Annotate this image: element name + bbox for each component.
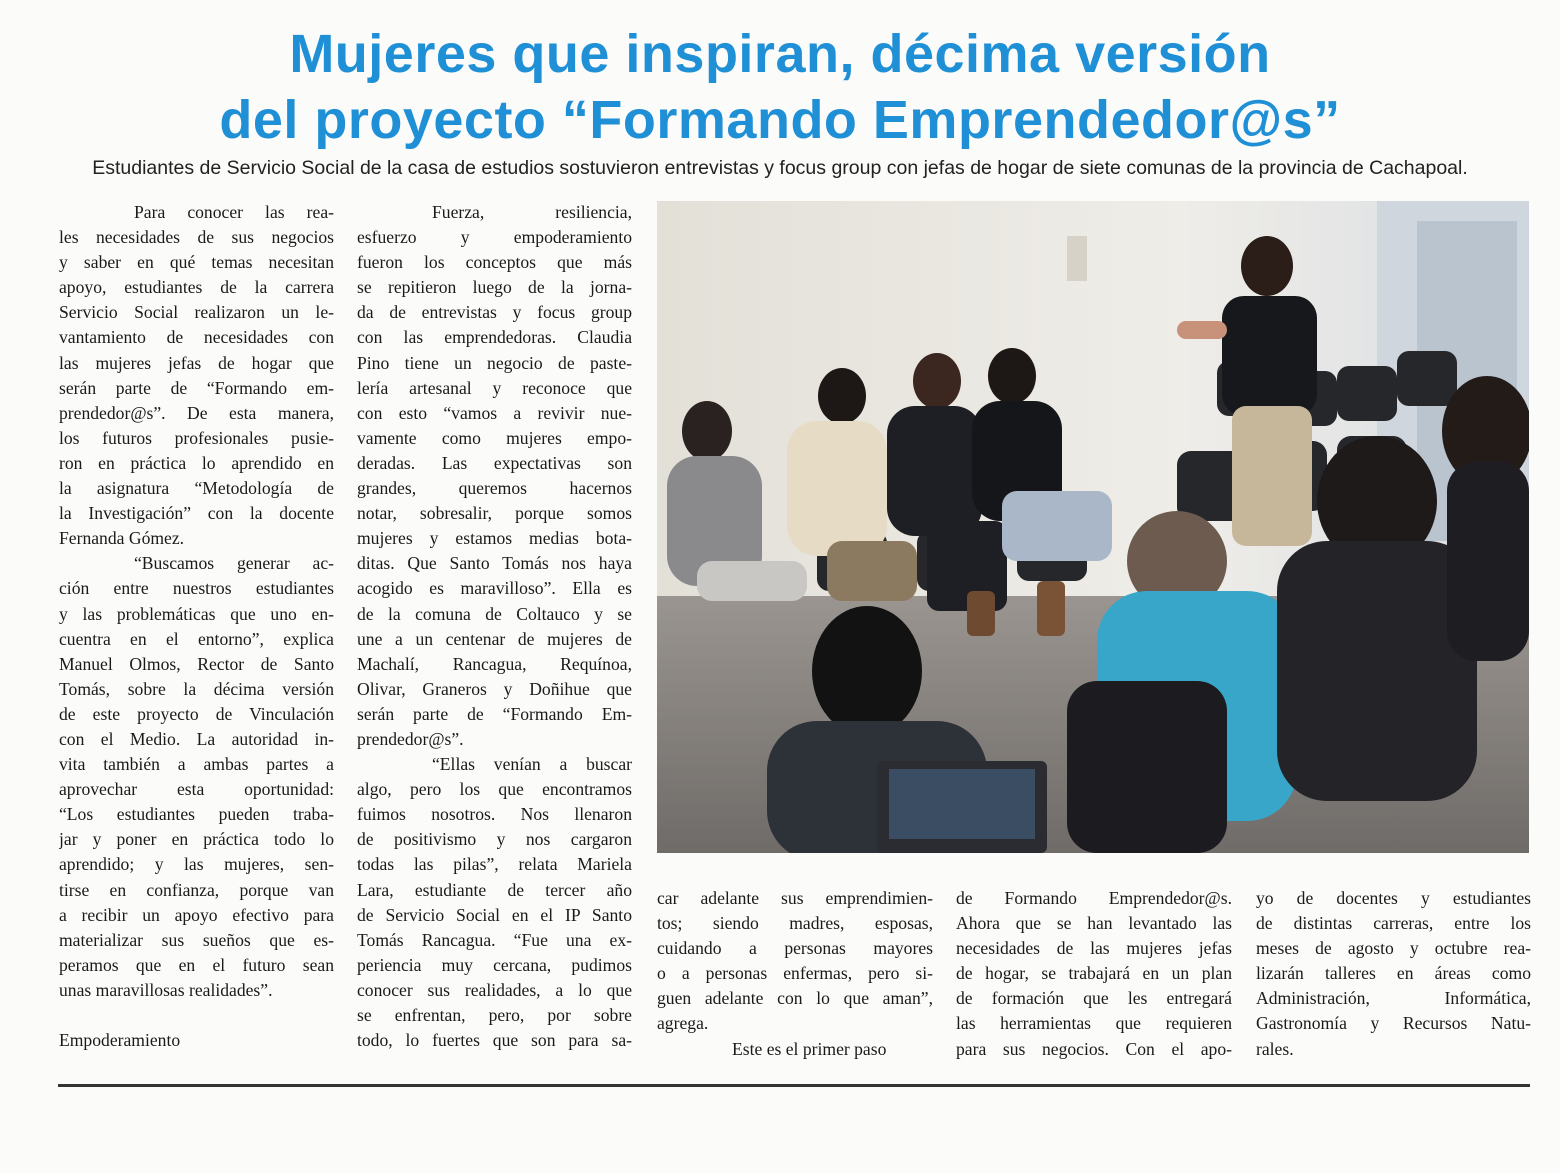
column-line: Empoderamiento <box>59 1030 181 1051</box>
focus-group-photo-illustration <box>657 201 1529 853</box>
column-line: Tomás Rancagua. “Fue una ex- <box>357 929 632 950</box>
column-line: Servicio Social realizaron un le- <box>59 302 334 323</box>
column-line: peramos que en el futuro sean <box>59 954 334 975</box>
article-photo <box>657 201 1529 853</box>
column-line: de la comuna de Coltauco y se <box>357 603 632 624</box>
column-line: Pino tiene un negocio de paste- <box>357 352 632 373</box>
column-line: jar y poner en práctica todo lo <box>59 829 334 850</box>
article-column-2 <box>357 200 632 1053</box>
column-line: “Buscamos generar ac- <box>134 553 334 574</box>
column-line: con las emprendedoras. Claudia <box>357 327 632 348</box>
column-line: vita también a ambas partes a <box>59 754 334 775</box>
column-line: mujeres y estamos medias bota- <box>357 528 632 549</box>
column-line: con esto “vamos a revivir nue- <box>357 402 632 423</box>
column-line: “Los estudiantes pueden traba- <box>59 804 334 825</box>
column-line: para sus negocios. Con el apo- <box>956 1038 1232 1059</box>
column-line: fueron los conceptos que más <box>357 252 632 273</box>
column-line: prendedor@s”. De esta manera, <box>59 402 334 423</box>
column-line: con el Medio. La autoridad in- <box>59 728 334 749</box>
column-line: ción entre nuestros estudiantes <box>59 578 334 599</box>
column-line: aprovechar esta oportunidad: <box>59 779 334 800</box>
column-line: ditas. Que Santo Tomás nos haya <box>357 553 632 574</box>
bottom-rule <box>58 1084 1530 1087</box>
article-column-5 <box>1256 886 1531 1062</box>
column-line: tos; siendo madres, esposas, <box>657 913 933 934</box>
article-column-1 <box>59 200 334 1053</box>
column-line: Fernanda Gómez. <box>59 528 185 549</box>
column-line: Ahora que se han levantado las <box>956 913 1232 934</box>
column-line: las mujeres jefas de hogar que <box>59 352 334 373</box>
column-line: y las problemáticas que uno en- <box>59 603 334 624</box>
column-line: se enfrentan, pero, por sobre <box>357 1005 632 1025</box>
column-line: ron en práctica lo aprendido en <box>59 452 334 473</box>
column-line: acogido es maravilloso”. Ella es <box>357 578 632 599</box>
column-line: y saber en qué temas necesitan <box>59 252 334 273</box>
column-line: Para conocer las rea- <box>134 202 334 222</box>
column-line: Machalí, Rancagua, Requínoa, <box>357 653 632 674</box>
column-line: Manuel Olmos, Rector de Santo <box>59 653 334 674</box>
column-line: esfuerzo y empoderamiento <box>357 227 632 248</box>
column-line: periencia muy cercana, pudimos <box>357 954 632 975</box>
column-line: las herramientas que requieren <box>956 1013 1232 1034</box>
column-line: los futuros profesionales pusie- <box>59 427 334 448</box>
column-line: lería artesanal y reconoce que <box>357 377 632 398</box>
column-line: yo de docentes y estudiantes <box>1256 888 1531 908</box>
column-line: Olivar, Graneros y Doñihue que <box>357 678 632 699</box>
column-line: serán parte de “Formando em- <box>59 377 334 398</box>
column-line: la Investigación” con la docente <box>59 503 334 524</box>
column-line: deradas. Las expectativas son <box>357 452 632 473</box>
headline-line-2: del proyecto “Formando Emprendedor@s” <box>219 90 1341 150</box>
column-line: fuimos nosotros. Nos llenaron <box>357 804 632 825</box>
column-line: Fuerza, resiliencia, <box>432 202 632 222</box>
article-deck: Estudiantes de Servicio Social de la casa de estudios sostuvieron entrevistas y focus group con jefas de hogar de siete comunas de la provincia de Cachapoal. <box>92 157 1468 179</box>
column-line: la asignatura “Metodología de <box>59 478 334 499</box>
column-line: Este es el primer paso <box>732 1038 887 1059</box>
column-line: cuentra en el entorno”, explica <box>59 628 334 649</box>
column-line <box>59 1003 334 1028</box>
column-line: apoyo, estudiantes de la carrera <box>59 277 334 298</box>
column-line: meses de agosto y octubre rea- <box>1256 938 1531 959</box>
column-line: aprendido; y las mujeres, sen- <box>59 854 334 875</box>
column-line: todas las pilas”, relata Mariela <box>357 854 632 875</box>
column-line: Administración, Informática, <box>1256 988 1531 1009</box>
column-line: Tomás, sobre la décima versión <box>59 678 334 699</box>
column-line: a recibir un apoyo efectivo para <box>59 904 334 925</box>
column-line: “Ellas venían a buscar <box>432 754 632 775</box>
column-line: car adelante sus emprendimien- <box>657 888 933 908</box>
column-line: notar, sobresalir, porque somos <box>357 503 632 524</box>
column-line: de hogar, se trabajará en un plan <box>956 963 1232 984</box>
column-line: Lara, estudiante de tercer año <box>357 879 632 900</box>
column-line: serán parte de “Formando Em- <box>357 703 632 724</box>
column-line: algo, pero los que encontramos <box>357 779 632 800</box>
column-line: da de entrevistas y focus group <box>357 302 632 323</box>
column-line: vantamiento de necesidades con <box>59 327 334 348</box>
column-line: de Servicio Social en el IP Santo <box>357 904 632 925</box>
column-line: o a personas enfermas, pero si- <box>657 963 933 984</box>
column-line: les necesidades de sus negocios <box>59 227 334 248</box>
article-column-3 <box>657 886 933 1062</box>
column-line: tirse en confianza, porque van <box>59 879 334 900</box>
column-line: de distintas carreras, entre los <box>1256 913 1531 934</box>
column-line: de formación que les entregará <box>956 988 1232 1009</box>
column-line: necesidades de las mujeres jefas <box>956 938 1232 959</box>
article-column-4 <box>956 886 1232 1062</box>
column-line: grandes, queremos hacernos <box>357 478 632 499</box>
column-line: conocer sus realidades, a lo que <box>357 979 632 1000</box>
column-line: prendedor@s”. <box>357 728 464 749</box>
column-line: guen adelante con lo que aman”, <box>657 988 933 1009</box>
column-line: se repitieron luego de la jorna- <box>357 277 632 298</box>
column-line: todo, lo fuertes que son para sa- <box>357 1030 632 1051</box>
column-line: rales. <box>1256 1038 1294 1059</box>
column-line: une a un centenar de mujeres de <box>357 628 632 649</box>
column-line: materializar sus sueños que es- <box>59 929 334 950</box>
column-line: lizarán talleres en áreas como <box>1256 963 1531 984</box>
column-line: de este proyecto de Vinculación <box>59 703 334 724</box>
column-line: vamente como mujeres empo- <box>357 427 632 448</box>
column-line: Gastronomía y Recursos Natu- <box>1256 1013 1531 1034</box>
column-line: de Formando Emprendedor@s. <box>956 888 1232 908</box>
headline-line-1: Mujeres que inspiran, décima versión <box>289 24 1271 84</box>
column-line: unas maravillosas realidades”. <box>59 979 273 1000</box>
column-line: agrega. <box>657 1013 709 1034</box>
column-line: de positivismo y nos cargaron <box>357 829 632 850</box>
column-line: cuidando a personas mayores <box>657 938 933 959</box>
